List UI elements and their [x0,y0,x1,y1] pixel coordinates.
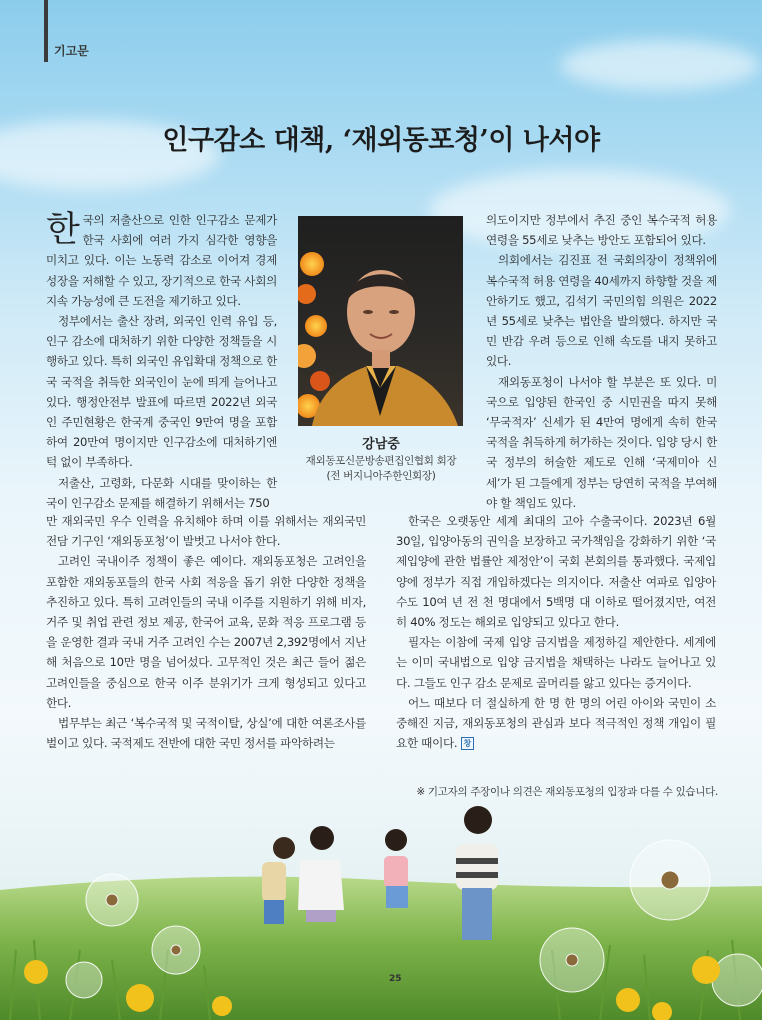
meadow-illustration [0,800,762,1020]
author-name: 강남중 [362,437,400,452]
author-portrait [298,216,463,426]
article-title: 인구감소 대책, ‘재외동포청’이 나서야 [162,125,600,156]
end-mark-icon: 창 [461,737,474,750]
paragraph: 한국은 오랫동안 세계 최대의 고아 수출국이다. 2023년 6월 30일, 입양아동의 권익을 보장하고 국가책임을 강화하기 위한 ‘국제입양에 관한 법률안 제정안’이 국회 본회의를 통과했다. 국제입양에 정부가 직접 개입하겠다는 의지이다. 저출산 여파로 입양아 수도 10여 년 전 천 명대에서 5백명 대 이하로 떨어졌지만, 여전히 40% 정도는 해외로 입양되고 있다고 한다. [396,514,716,630]
paragraph: 정부에서는 출산 장려, 외국인 인력 유입 등, 인구 감소에 대처하기 위한 다양한 정책들을 시행하고 있다. 특히 외국인 유입확대 정책으로 한국 국적을 취득한 외국인이 눈에 띄게 늘어나고 있다. 행정안전부 발표에 따르면 2022년 외국인 주민현황은 한국계 중국인 9만여 명을 포함하여 20만여 명이지만 인구감소에 대처하기엔 턱 없이 부족하다. [46,314,277,470]
dropcap: 한 [46,210,80,250]
paragraph: 필자는 이참에 국제 입양 금지법을 제정하길 제안한다. 세계에는 이미 국내법으로 입양 금지법을 채택하는 나라도 늘어나고 있다. 그들도 인구 감소 문제로 골머리를 앓고 있다는 증거이다. [396,635,716,690]
disclaimer: ※ 기고자의 주장이나 의견은 재외동포청의 입장과 다를 수 있습니다. [416,786,718,798]
paragraph-text: 국의 저출산으로 인한 인구감소 문제가 한국 사회에 여러 가지 심각한 영향을 미치고 있다. 이는 노동력 감소로 이어져 경제 성장을 저해할 수 있고, 장기적으로 한국 사회의 지속 가능성에 큰 도전을 제기하고 있다. [46,213,277,308]
paragraph [396,693,716,754]
section-bar [44,0,48,62]
cloud [560,40,760,90]
section-label: 기고문 [54,44,89,58]
paragraph: 만 재외국민 우수 인력을 유치해야 하며 이를 위해서는 재외국민 전담 기구인 ‘재외동포청’이 발벗고 나서야 한다. [46,514,366,549]
paragraph: 고려인 국내이주 정책이 좋은 예이다. 재외동포청은 고려인을 포함한 재외동포들의 한국 사회 적응을 돕기 위한 다양한 정책을 추진하고 있다. 특히 고려인들의 국내 이주를 지원하기 위해 비자, 거주 및 취업 관련 정보 제공, 한국어 교육, 문화 적응 프로그램 등을 운영한 결과 국내 거주 고려인 수는 2007년 2,392명에서 지난해 처음으로 10만 명을 넘어섰다. 고무적인 것은 최근 들어 젊은 고려인들을 중심으로 한국 이주 분위기가 크게 형성되고 있다고 한다. [46,554,366,710]
paragraph [46,210,277,311]
body-column-right [486,210,717,513]
paragraph: 의회에서는 김진표 전 국회의장이 정책위에 복수국적 허용 연령을 40세까지 하향할 것을 제안하기도 했고, 김석기 국민의힘 의원은 2022년 55세로 낮추는 법안을 발의했다. 하지만 국민 반감 우려 등으로 인해 속도를 내지 못하고 있다. [486,253,717,369]
photo-caption [290,436,472,484]
paragraph: 재외동포청이 나서야 할 부분은 또 있다. 미국으로 입양된 한국인 중 시민권을 따지 못해 ‘무국적자’ 신세가 된 4만여 명에게 속히 한국 국적을 취득하게 허가하는 것이다. 입양 당시 한국 정부의 허술한 제도로 인해 ‘국제미아 신세’가 된 그들에게 정부는 당연히 국적을 부여해야 할 책임도 있다. [486,374,717,510]
paragraph-text: 어느 때보다 더 절실하게 한 명 한 명의 어린 아이와 국민이 소중해진 지금, 재외동포청의 관심과 보다 적극적인 정책 개입이 필요한 때이다. [396,695,716,751]
page-number: 25 [389,974,402,984]
paragraph: 법무부는 최근 ‘복수국적 및 국적이탈, 상실’에 대한 여론조사를 벌이고 있다. 국적제도 전반에 대한 국민 정서를 파악하려는 [46,716,366,751]
body-column-left [46,210,277,513]
body-column-right-wide [396,511,716,753]
paragraph: 저출산, 고령화, 다문화 시대를 맞이하는 한국이 인구감소 문제를 해결하기 위해서는 750 [46,475,277,510]
body-column-left-wide [46,511,366,753]
author-title: 재외동포신문방송편집인협회 회장 [305,455,457,467]
author-photo [298,216,463,426]
paragraph: 의도이지만 정부에서 추진 중인 복수국적 허용 연령을 55세로 낮추는 방안도 포함되어 있다. [486,213,717,248]
author-former-title: (전 버지니아주한인회장) [326,470,436,482]
